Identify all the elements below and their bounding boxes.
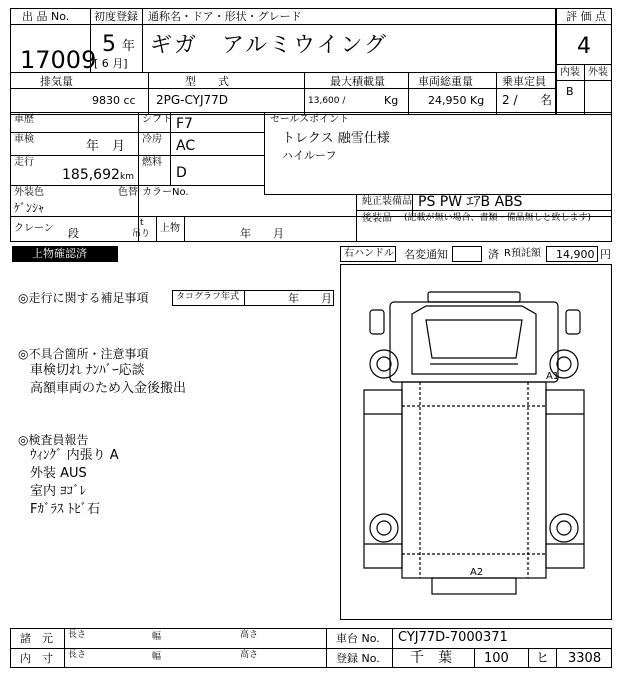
history-label: 車歴 [14,114,34,125]
mileage-unit: km [120,172,134,182]
defect-1: 車検切れ ﾅﾝﾊﾞｰ応談 [30,363,145,378]
payload-label: 最大積載量 [330,75,385,88]
mileage-label: 走行 [14,157,34,168]
tachograph-label: タコグラフ年式 [176,292,240,302]
exterior-grade-label: 外装 [588,67,608,78]
damage-mark-a2: A2 [470,567,484,578]
capacity: 2 / [502,93,518,107]
color-value: ｹﾞﾝｼｬ [14,201,45,215]
model-label: 通称名・ドア・形状・グレード [148,10,302,23]
aftermarket-note: (記載が無い場合、書類・備品無しと致します) [404,213,592,223]
mileage-value: 185,692 [62,167,120,183]
defects-label: ◎不具合箇所・注意事項 [18,347,149,361]
shift-value: F7 [176,116,193,132]
report-3: 室内 ﾖｺﾞﾚ [30,484,87,499]
inspection-label: 車検 [14,134,34,145]
yen-unit: 円 [600,248,611,261]
confirm-bar [12,246,118,262]
aftermarket-label: 後装品 [362,213,392,224]
model-name: ギガ アルミウイング [150,33,389,58]
gross-weight-label: 車両総重量 [418,75,473,88]
sales-points-label: セールスポイント [270,114,350,125]
ac-value: AC [176,138,196,154]
name-change-label: 名変通知 [404,248,448,261]
confirm-text: 上物確認済 [32,247,87,260]
sales-point-2: ハイルーフ [282,149,337,162]
ac-label: 冷房 [142,134,162,145]
lot-label: 出 品 No. [22,10,70,23]
capacity-label: 乗車定員 [502,75,546,88]
dims-label: 諸 元 [20,632,53,645]
lot-number: 17009 [20,46,97,74]
fuel-value: D [176,165,187,181]
displacement-label: 排気量 [40,75,73,88]
model-type: 2PG-CYJ77D [156,93,229,107]
report-4: Fｶﾞﾗｽ ﾄﾋﾞ石 [30,502,101,517]
interior-grade: B [566,85,574,98]
damage-mark-a1: A1 [546,371,560,382]
score-label: 評 価 点 [566,10,606,23]
interior-dims-label: 内 寸 [20,652,53,665]
reg-class: 100 [484,651,509,666]
color-change-label: 色替 [118,187,138,198]
dims-length-label: 長さ [68,630,87,640]
payload-unit: Kg [384,94,399,107]
crane-t: t [140,218,144,228]
fuel-label: 燃料 [142,157,162,168]
reg-number: 3308 [568,651,602,666]
defect-2: 高額車両のため入金後搬出 [30,381,187,396]
sales-point-1: トレクス 融雪仕様 [282,131,390,146]
reg-area: 千 葉 [410,650,452,666]
recycle-label: 済 [488,248,499,261]
capacity-unit: 名 [540,93,553,107]
tachograph-value: 年 月 [288,292,332,305]
steering-side: 右ハンドル [344,248,394,259]
first-reg-year: 5 [102,32,116,57]
equipment-value: PS PW ｴｱB ABS [418,194,523,210]
color-no-label: カラーNo. [142,187,189,198]
color-label: 外装色 [14,187,44,198]
recycle-amount: 14,900 [556,248,595,261]
gross-weight: 24,950 Kg [428,94,485,107]
type-label: 型 式 [185,75,229,88]
interior-height-label: 高さ [240,650,259,660]
report-1: ｳｨﾝｸﾞ 内張り A [30,448,119,463]
interior-width-label: 幅 [152,652,162,662]
crane-hang: 吊り [132,229,151,239]
inspection-value: 年 月 [86,139,126,154]
interior-grade-label: 内装 [560,67,580,78]
dims-width-label: 幅 [152,632,162,642]
crane-label: クレーン [14,223,54,234]
reg-no-label: 登録 No. [336,652,380,665]
recycle-r-label: R預託額 [504,248,541,259]
year-unit: 年 [122,39,136,54]
frame-no: CYJ77D-7000371 [398,630,508,645]
first-reg-month: [ 6 月] [94,57,128,70]
driving-notes-label: ◎走行に関する補足事項 [18,291,149,305]
dims-height-label: 高さ [240,630,259,640]
upper-label: 上物 [160,223,180,234]
interior-length-label: 長さ [68,650,87,660]
upper-value: 年 月 [240,227,284,240]
name-change-box [452,246,482,262]
reg-kana: ヒ [536,651,550,666]
displacement: 9830 cc [92,94,136,107]
payload: 13,600 / [308,96,346,106]
score-value: 4 [577,34,591,59]
equipment-label: 純正装備品 [362,196,412,207]
crane-steps: 段 [68,227,79,240]
first-reg-label: 初度登録 [94,10,138,23]
frame-no-label: 車台 No. [336,632,380,645]
report-2: 外装 AUS [30,466,87,481]
shift-label: シフト [142,114,172,125]
inspector-label: ◎検査員報告 [18,433,89,447]
